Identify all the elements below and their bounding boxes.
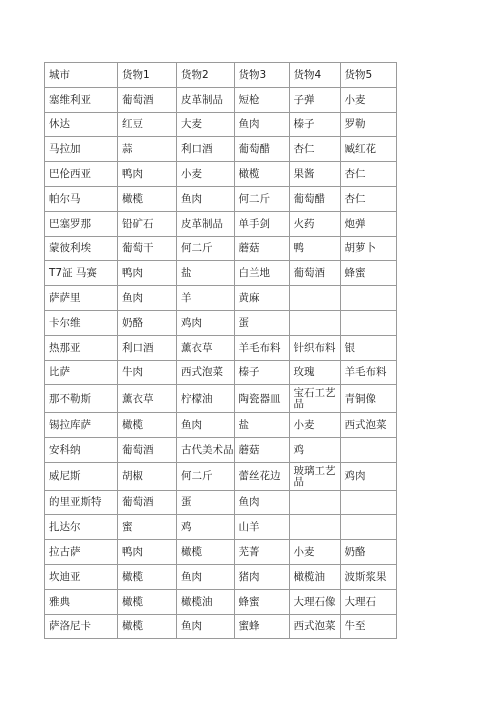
goods-cell: 盐 <box>177 261 235 286</box>
city-cell: 马拉加 <box>45 137 118 162</box>
goods-cell: 红豆 <box>118 112 177 137</box>
goods-cell: 葡萄醋 <box>234 137 289 162</box>
goods-cell <box>340 310 396 335</box>
goods-cell: 鸡 <box>177 515 235 540</box>
goods-cell: 羊毛布料 <box>234 335 289 360</box>
goods-cell: 薰衣草 <box>177 335 235 360</box>
goods-cell: 葡萄酒 <box>289 261 340 286</box>
goods-cell: 鱼肉 <box>234 490 289 515</box>
goods-cell <box>340 515 396 540</box>
goods-cell: 白兰地 <box>234 261 289 286</box>
city-cell: T7証 马赛 <box>45 261 118 286</box>
goods-cell: 鱼肉 <box>177 614 235 639</box>
goods-cell: 杏仁 <box>289 137 340 162</box>
goods-cell: 皮革制品 <box>177 87 235 112</box>
goods-cell: 黄麻 <box>234 286 289 311</box>
goods-cell: 榛子 <box>234 360 289 385</box>
goods-cell: 单手剑 <box>234 211 289 236</box>
goods-cell: 西式泡菜 <box>177 360 235 385</box>
goods-cell: 橄榄 <box>177 540 235 565</box>
goods-cell: 橄榄油 <box>177 589 235 614</box>
table-row <box>45 614 397 639</box>
goods-cell: 陶瓷器皿 <box>234 385 289 413</box>
goods-table-body <box>45 63 397 639</box>
goods-cell: 大理石 <box>340 589 396 614</box>
goods-cell: 果酱 <box>289 162 340 187</box>
goods-cell: 罗勒 <box>340 112 396 137</box>
goods-cell: 鸭肉 <box>118 162 177 187</box>
goods-cell: 西式泡菜 <box>340 413 396 438</box>
document-page <box>44 62 397 639</box>
goods-cell: 葡萄酒 <box>118 437 177 462</box>
goods-cell <box>340 490 396 515</box>
goods-cell: 橄榄 <box>118 589 177 614</box>
goods-cell: 牛肉 <box>118 360 177 385</box>
column-header: 货物2 <box>177 63 235 88</box>
city-cell: 坎迪亚 <box>45 564 118 589</box>
city-cell: 雅典 <box>45 589 118 614</box>
goods-cell: 薰衣草 <box>118 385 177 413</box>
goods-cell: 鸭 <box>289 236 340 261</box>
goods-cell: 羊 <box>177 286 235 311</box>
goods-cell: 蕾丝花边 <box>234 462 289 490</box>
goods-cell: 铅矿石 <box>118 211 177 236</box>
goods-cell: 橄榄 <box>118 186 177 211</box>
goods-cell: 银 <box>340 335 396 360</box>
table-row <box>45 286 397 311</box>
goods-cell <box>289 310 340 335</box>
city-cell: 萨洛尼卡 <box>45 614 118 639</box>
city-cell: 那不勒斯 <box>45 385 118 413</box>
goods-cell: 蘑菇 <box>234 437 289 462</box>
goods-cell: 蜂蜜 <box>340 261 396 286</box>
table-header-row <box>45 63 397 88</box>
city-cell: 帕尔马 <box>45 186 118 211</box>
table-row <box>45 564 397 589</box>
goods-cell: 羊毛布料 <box>340 360 396 385</box>
city-cell: 威尼斯 <box>45 462 118 490</box>
goods-table <box>44 62 397 639</box>
goods-cell: 芜菁 <box>234 540 289 565</box>
table-row <box>45 87 397 112</box>
goods-cell: 针织布料 <box>289 335 340 360</box>
goods-cell: 火药 <box>289 211 340 236</box>
goods-cell: 何二斤 <box>177 236 235 261</box>
goods-cell: 葡萄酒 <box>118 87 177 112</box>
city-cell: 热那亚 <box>45 335 118 360</box>
goods-cell: 小麦 <box>177 162 235 187</box>
goods-cell: 子弹 <box>289 87 340 112</box>
goods-cell: 蛋 <box>177 490 235 515</box>
city-cell: 安科纳 <box>45 437 118 462</box>
goods-cell: 青铜像 <box>340 385 396 413</box>
city-cell: 萨萨里 <box>45 286 118 311</box>
column-header: 城市 <box>45 63 118 88</box>
table-row <box>45 490 397 515</box>
goods-cell: 小麦 <box>340 87 396 112</box>
table-row <box>45 211 397 236</box>
table-row <box>45 236 397 261</box>
table-row <box>45 360 397 385</box>
goods-cell: 奶酪 <box>118 310 177 335</box>
table-row <box>45 162 397 187</box>
goods-cell: 鱼肉 <box>118 286 177 311</box>
goods-cell: 橄榄 <box>234 162 289 187</box>
goods-cell: 鸭肉 <box>118 540 177 565</box>
goods-cell: 何二斤 <box>177 462 235 490</box>
goods-cell: 鸡肉 <box>177 310 235 335</box>
city-cell: 卡尔维 <box>45 310 118 335</box>
goods-cell: 皮革制品 <box>177 211 235 236</box>
table-row <box>45 261 397 286</box>
city-cell: 巴塞罗那 <box>45 211 118 236</box>
goods-cell: 大麦 <box>177 112 235 137</box>
goods-cell <box>340 437 396 462</box>
goods-cell: 蜜 <box>118 515 177 540</box>
goods-cell: 榛子 <box>289 112 340 137</box>
table-row <box>45 137 397 162</box>
table-row <box>45 385 397 413</box>
goods-cell: 鱼肉 <box>177 186 235 211</box>
goods-cell: 蒜 <box>118 137 177 162</box>
goods-cell: 鱼肉 <box>177 413 235 438</box>
goods-cell: 短枪 <box>234 87 289 112</box>
column-header: 货物4 <box>289 63 340 88</box>
table-row <box>45 413 397 438</box>
city-cell: 比萨 <box>45 360 118 385</box>
goods-cell: 蜂蜜 <box>234 589 289 614</box>
goods-cell: 橄榄 <box>118 564 177 589</box>
city-cell: 拉古萨 <box>45 540 118 565</box>
goods-cell: 西式泡菜 <box>289 614 340 639</box>
goods-cell: 盐 <box>234 413 289 438</box>
goods-cell: 山羊 <box>234 515 289 540</box>
goods-cell: 橄榄 <box>118 614 177 639</box>
goods-cell: 胡萝卜 <box>340 236 396 261</box>
city-cell: 蒙彼利埃 <box>45 236 118 261</box>
goods-cell: 宝石工艺品 <box>289 385 340 413</box>
goods-cell: 橄榄油 <box>289 564 340 589</box>
goods-cell: 鸡肉 <box>340 462 396 490</box>
city-cell: 的里亚斯特 <box>45 490 118 515</box>
table-row <box>45 310 397 335</box>
table-row <box>45 186 397 211</box>
goods-cell: 古代美术品 <box>177 437 235 462</box>
goods-cell: 玫瑰 <box>289 360 340 385</box>
goods-cell: 波斯浆果 <box>340 564 396 589</box>
goods-cell: 何二斤 <box>234 186 289 211</box>
goods-cell: 玻璃工艺品 <box>289 462 340 490</box>
goods-cell: 鱼肉 <box>234 112 289 137</box>
goods-cell: 胡椒 <box>118 462 177 490</box>
table-row <box>45 589 397 614</box>
goods-cell: 鱼肉 <box>177 564 235 589</box>
goods-cell: 葡萄酒 <box>118 490 177 515</box>
goods-cell: 蛋 <box>234 310 289 335</box>
goods-cell: 柠檬油 <box>177 385 235 413</box>
column-header: 货物1 <box>118 63 177 88</box>
table-row <box>45 112 397 137</box>
goods-cell: 炮弹 <box>340 211 396 236</box>
column-header: 货物3 <box>234 63 289 88</box>
city-cell: 扎达尔 <box>45 515 118 540</box>
goods-cell: 蜜蜂 <box>234 614 289 639</box>
goods-cell: 奶酪 <box>340 540 396 565</box>
goods-cell: 杏仁 <box>340 186 396 211</box>
goods-cell: 葡萄醋 <box>289 186 340 211</box>
goods-cell: 葡萄干 <box>118 236 177 261</box>
table-row <box>45 540 397 565</box>
goods-cell: 蘑菇 <box>234 236 289 261</box>
goods-cell: 小麦 <box>289 540 340 565</box>
city-cell: 锡拉库萨 <box>45 413 118 438</box>
goods-cell <box>289 490 340 515</box>
city-cell: 塞维利亚 <box>45 87 118 112</box>
goods-cell: 橄榄 <box>118 413 177 438</box>
table-row <box>45 437 397 462</box>
goods-cell <box>340 286 396 311</box>
goods-cell: 猪肉 <box>234 564 289 589</box>
goods-cell: 利口酒 <box>177 137 235 162</box>
city-cell: 巴伦西亚 <box>45 162 118 187</box>
goods-cell: 杏仁 <box>340 162 396 187</box>
goods-cell: 鸭肉 <box>118 261 177 286</box>
goods-cell <box>289 515 340 540</box>
goods-cell: 臧红花 <box>340 137 396 162</box>
goods-cell: 鸡 <box>289 437 340 462</box>
table-row <box>45 515 397 540</box>
goods-cell: 大理石像 <box>289 589 340 614</box>
goods-cell <box>289 286 340 311</box>
goods-cell: 小麦 <box>289 413 340 438</box>
goods-cell: 牛至 <box>340 614 396 639</box>
table-row <box>45 462 397 490</box>
column-header: 货物5 <box>340 63 396 88</box>
city-cell: 休达 <box>45 112 118 137</box>
table-row <box>45 335 397 360</box>
goods-cell: 利口酒 <box>118 335 177 360</box>
